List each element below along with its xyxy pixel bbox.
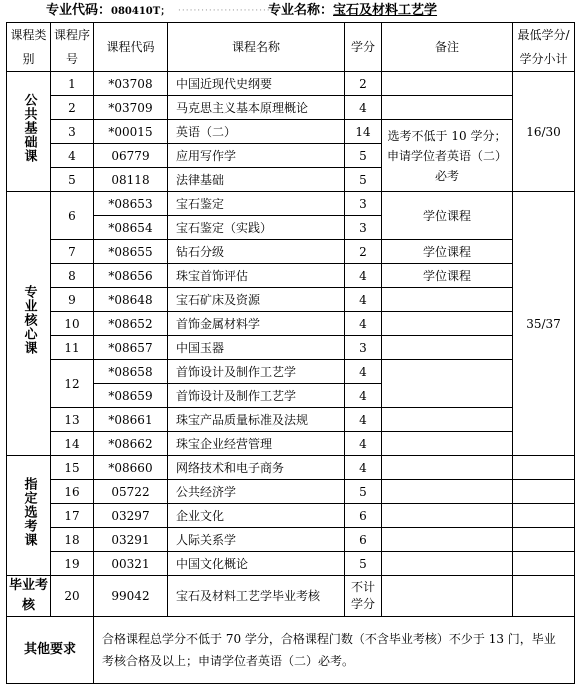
- table-cell: 4: [345, 432, 382, 456]
- table-cell: *00015: [94, 120, 168, 144]
- table-row: [7, 192, 575, 216]
- table-cell: [382, 408, 513, 432]
- table-cell: 5: [345, 168, 382, 192]
- table-row: [7, 576, 575, 617]
- table-cell: 06779: [94, 144, 168, 168]
- table-cell: 19: [51, 552, 94, 576]
- table-cell: 5: [345, 552, 382, 576]
- table-cell: *08648: [94, 288, 168, 312]
- header-dotted-leader: ··························: [178, 6, 279, 16]
- table-cell: *03708: [94, 72, 168, 96]
- table-cell: 4: [345, 456, 382, 480]
- table-cell: 12: [51, 360, 94, 408]
- table-cell: 11: [51, 336, 94, 360]
- table-cell: 6: [345, 504, 382, 528]
- table-cell: 1: [51, 72, 94, 96]
- remark-degree: 学位课程: [382, 240, 513, 264]
- table-row: [7, 552, 575, 576]
- table-cell: 法律基础: [168, 168, 345, 192]
- table-header-row: [7, 23, 575, 72]
- table-cell: [513, 456, 575, 480]
- table-cell: 3: [345, 336, 382, 360]
- table-cell: 13: [51, 408, 94, 432]
- table-cell: 00321: [94, 552, 168, 576]
- table-row: [7, 480, 575, 504]
- table-cell: 首饰设计及制作工艺学: [168, 384, 345, 408]
- col-seq: 课程序号: [51, 23, 94, 72]
- table-cell: 18: [51, 528, 94, 552]
- table-cell: *08660: [94, 456, 168, 480]
- table-cell: [513, 504, 575, 528]
- table-cell: 宝石及材料工艺学毕业考核: [168, 576, 345, 617]
- table-cell: [382, 480, 513, 504]
- table-cell: 珠宝企业经营管理: [168, 432, 345, 456]
- table-cell: [513, 480, 575, 504]
- table-cell: 03291: [94, 528, 168, 552]
- col-category: 课程类别: [7, 23, 51, 72]
- group-public: 公共基础课: [7, 72, 51, 192]
- table-cell: *08655: [94, 240, 168, 264]
- table-cell: 宝石鉴定（实践）: [168, 216, 345, 240]
- table-cell: 03297: [94, 504, 168, 528]
- table-row: [7, 360, 575, 384]
- table-cell: 首饰设计及制作工艺学: [168, 360, 345, 384]
- table-cell: 3: [345, 192, 382, 216]
- table-cell: 7: [51, 240, 94, 264]
- table-cell: [513, 576, 575, 617]
- col-name: 课程名称: [168, 23, 345, 72]
- table-cell: 5: [345, 480, 382, 504]
- table-cell: 4: [345, 360, 382, 384]
- table-cell: [382, 456, 513, 480]
- table-cell: *08657: [94, 336, 168, 360]
- table-row: [7, 528, 575, 552]
- table-cell: [382, 288, 513, 312]
- table-cell: 14: [345, 120, 382, 144]
- table-cell: *08662: [94, 432, 168, 456]
- table-row: [7, 264, 575, 288]
- table-cell: [382, 336, 513, 360]
- table-cell: [513, 528, 575, 552]
- table-row: [7, 504, 575, 528]
- col-min-credit: 最低学分/学分小计: [513, 23, 575, 72]
- table-row: [7, 96, 575, 120]
- table-cell: 99042: [94, 576, 168, 617]
- table-cell: 4: [345, 96, 382, 120]
- table-cell: 10: [51, 312, 94, 336]
- table-cell: 英语（二）: [168, 120, 345, 144]
- table-row: [7, 617, 575, 684]
- table-cell: 企业文化: [168, 504, 345, 528]
- table-row: [7, 312, 575, 336]
- table-cell: 05722: [94, 480, 168, 504]
- group-graduation: 毕业考核: [7, 576, 51, 617]
- table-row: [7, 336, 575, 360]
- table-cell: 珠宝产品质量标准及法规: [168, 408, 345, 432]
- table-cell: 网络技术和电子商务: [168, 456, 345, 480]
- group-other: 其他要求: [7, 617, 94, 684]
- table-cell: 宝石鉴定: [168, 192, 345, 216]
- table-cell: 17: [51, 504, 94, 528]
- table-cell: 人际关系学: [168, 528, 345, 552]
- table-cell: 中国文化概论: [168, 552, 345, 576]
- col-credit: 学分: [345, 23, 382, 72]
- table-cell: 9: [51, 288, 94, 312]
- table-cell: 不计学分: [345, 576, 382, 617]
- table-cell: *08654: [94, 216, 168, 240]
- table-cell: 08118: [94, 168, 168, 192]
- table-cell: 珠宝首饰评估: [168, 264, 345, 288]
- table-cell: [382, 72, 513, 96]
- table-cell: 2: [51, 96, 94, 120]
- table-cell: [513, 552, 575, 576]
- col-remark: 备注: [382, 23, 513, 72]
- major-min-credit: 35/37: [513, 192, 575, 456]
- table-cell: *03709: [94, 96, 168, 120]
- table-cell: 5: [51, 168, 94, 192]
- table-cell: *08652: [94, 312, 168, 336]
- table-cell: 20: [51, 576, 94, 617]
- table-cell: 4: [345, 264, 382, 288]
- table-cell: 首饰金属材料学: [168, 312, 345, 336]
- table-cell: [382, 312, 513, 336]
- table-cell: 8: [51, 264, 94, 288]
- table-cell: 宝石矿床及资源: [168, 288, 345, 312]
- major-code: 专业代码：080410T；: [46, 3, 171, 18]
- table-cell: 中国玉器: [168, 336, 345, 360]
- table-cell: 4: [345, 408, 382, 432]
- table-cell: [382, 432, 513, 456]
- table-row: [7, 240, 575, 264]
- table-cell: *08661: [94, 408, 168, 432]
- table-cell: [382, 360, 513, 408]
- table-cell: [382, 96, 513, 120]
- table-cell: 4: [51, 144, 94, 168]
- table-cell: *08656: [94, 264, 168, 288]
- col-code: 课程代码: [94, 23, 168, 72]
- table-row: [7, 456, 575, 480]
- group-elective: 指定选考课: [7, 456, 51, 576]
- group-major: 专业核心课: [7, 192, 51, 456]
- table-cell: 钻石分级: [168, 240, 345, 264]
- table-cell: 中国近现代史纲要: [168, 72, 345, 96]
- table-row: [7, 120, 575, 144]
- table-cell: 14: [51, 432, 94, 456]
- table-row: [7, 72, 575, 96]
- table-row: [7, 288, 575, 312]
- table-cell: [382, 552, 513, 576]
- table-cell: 6: [51, 192, 94, 240]
- public-note: 选考不低于 10 学分；申请学位者英语（二）必考: [382, 120, 513, 192]
- table-cell: 6: [345, 528, 382, 552]
- table-cell: [382, 528, 513, 552]
- remark-degree: 学位课程: [382, 264, 513, 288]
- table-cell: 15: [51, 456, 94, 480]
- major-name: 专业名称：宝石及材料工艺学: [268, 3, 438, 18]
- table-cell: *08653: [94, 192, 168, 216]
- other-requirement-text: 合格课程总学分不低于 70 学分，合格课程门数（不含毕业考核）不少于 13 门，毕业考核合格及以上；申请学位者英语（二）必考。: [94, 617, 575, 684]
- table-cell: [382, 504, 513, 528]
- table-cell: 4: [345, 384, 382, 408]
- table-cell: 4: [345, 312, 382, 336]
- document-header: [0, 0, 577, 22]
- public-min-credit: 16/30: [513, 72, 575, 192]
- table-cell: 应用写作学: [168, 144, 345, 168]
- table-cell: 2: [345, 240, 382, 264]
- table-cell: 5: [345, 144, 382, 168]
- remark-degree: 学位课程: [382, 192, 513, 240]
- table-cell: 马克思主义基本原理概论: [168, 96, 345, 120]
- course-table: [6, 22, 575, 684]
- table-row: [7, 432, 575, 456]
- table-cell: 3: [345, 216, 382, 240]
- table-cell: 16: [51, 480, 94, 504]
- table-cell: 3: [51, 120, 94, 144]
- table-cell: 2: [345, 72, 382, 96]
- table-cell: 4: [345, 288, 382, 312]
- table-cell: [382, 576, 513, 617]
- table-cell: 公共经济学: [168, 480, 345, 504]
- table-cell: *08658: [94, 360, 168, 384]
- table-row: [7, 408, 575, 432]
- table-cell: *08659: [94, 384, 168, 408]
